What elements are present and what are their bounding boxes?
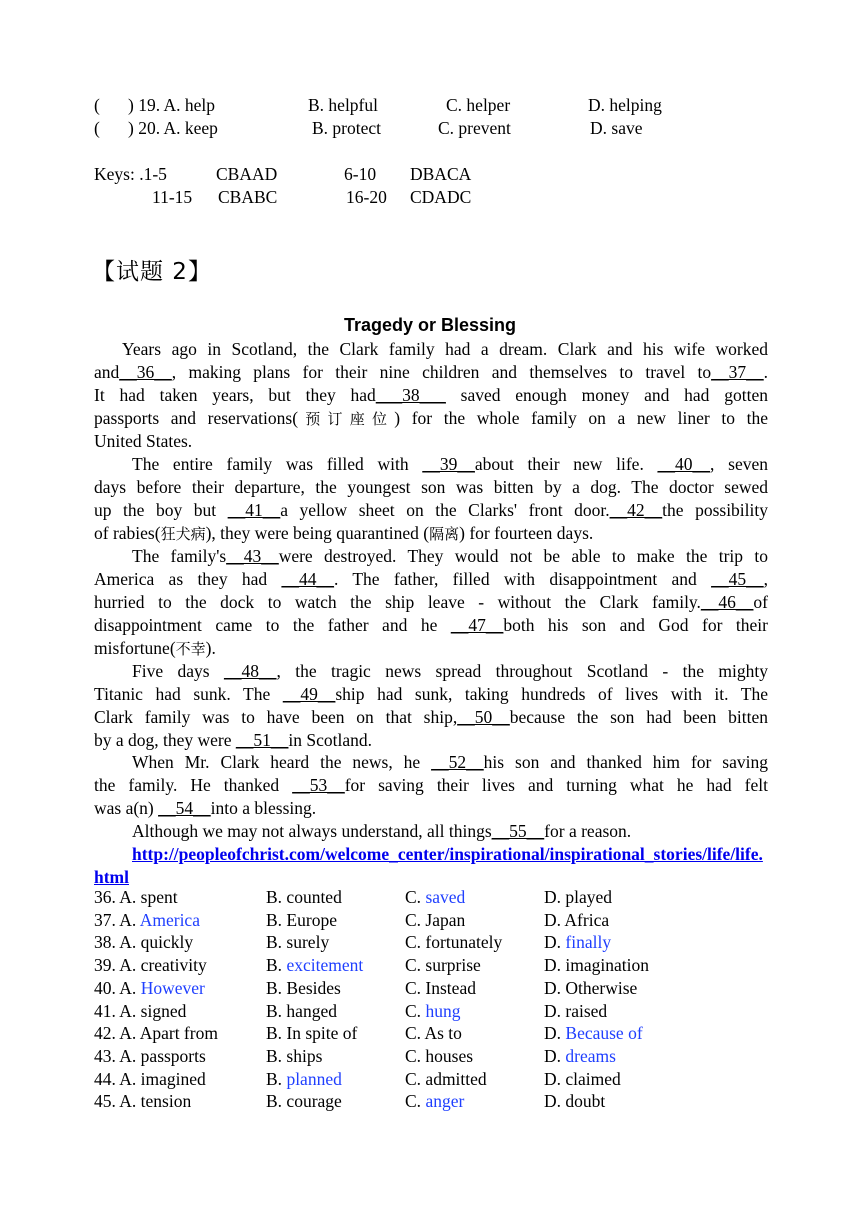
option-row — [94, 1000, 774, 1023]
article-title: Tragedy or Blessing — [343, 315, 517, 335]
option-c: C. saved — [405, 887, 466, 907]
paragraph-2-line-3: up the boy but __41__a yellow sheet on the Clarks' front door.__42__the possibility — [94, 500, 769, 520]
option-b: B. courage — [266, 1091, 342, 1112]
answer-word: finally — [565, 932, 612, 953]
answer-word: However — [140, 977, 205, 998]
option-d: D. dreams — [544, 1045, 616, 1066]
option-c: C. houses — [405, 1045, 474, 1066]
option-b: B. counted — [266, 887, 342, 907]
answer-keys-row-1: Keys: .1-5 CBAAD 6-10 DBACA — [94, 164, 472, 184]
option-c: C. Japan — [405, 909, 466, 930]
option-a: 43. A. passports — [94, 1045, 206, 1066]
paragraph-3-line-1: The family's__43__were destroyed. They would not be able to make the trip to — [132, 546, 768, 566]
option-a: 41. A. signed — [94, 1000, 187, 1021]
option-c: C. hung — [405, 1000, 461, 1021]
option-d: D. doubt — [544, 1091, 606, 1112]
paragraph-4-line-4: by a dog, they were __51__in Scotland. — [94, 730, 373, 750]
paragraph-1-line-2: and__36__, making plans for their nine children and themselves to travel to__37__. — [94, 362, 768, 382]
question-19-row: ( ) 19. A. help B. helpful C. helper D. helping — [94, 95, 662, 115]
option-a: 36. A. spent — [94, 887, 178, 907]
option-row — [94, 1045, 774, 1068]
option-c: C. fortunately — [405, 932, 503, 953]
question-20-row: ( ) 20. A. keep B. protect C. prevent D. save — [94, 118, 643, 138]
option-row — [94, 909, 774, 932]
option-a: 37. A. America — [94, 909, 200, 930]
option-row — [94, 1068, 774, 1091]
option-row — [94, 977, 774, 1000]
option-c: C. admitted — [405, 1068, 487, 1089]
option-b: B. planned — [266, 1068, 342, 1089]
paragraph-5-line-2: the family. He thanked __53__for saving their lives and turning what he had felt — [94, 775, 769, 795]
option-row — [94, 1090, 774, 1113]
option-c: C. surprise — [405, 955, 481, 976]
paragraph-2-line-2: days before their departure, the youngest son was bitten by a dog. The doctor sewed — [94, 477, 768, 497]
paragraph-4-line-3: Clark family was to have been on that ship,__50__because the son had been bitten — [94, 707, 768, 727]
answer-word: saved — [425, 887, 466, 907]
option-c: C. As to — [405, 1023, 462, 1044]
paragraph-1-line-4: passports and reservations(预订座位) for the whole family on a new liner to the — [94, 408, 768, 428]
answer-word: excitement — [286, 955, 364, 976]
answer-word: Because of — [565, 1023, 643, 1044]
option-d: D. Otherwise — [544, 977, 638, 998]
option-d: D. claimed — [544, 1068, 621, 1089]
option-d: D. imagination — [544, 955, 649, 976]
paragraph-2-line-1: The entire family was filled with __39__about their new life. __40__, seven — [132, 454, 768, 474]
option-row — [94, 886, 774, 909]
option-d: D. raised — [544, 1000, 608, 1021]
option-b: B. surely — [266, 932, 330, 953]
option-a: 45. A. tension — [94, 1091, 192, 1112]
option-b: B. ships — [266, 1045, 323, 1066]
option-b: B. hanged — [266, 1000, 337, 1021]
option-b: B. excitement — [266, 955, 364, 976]
option-b: B. In spite of — [266, 1023, 358, 1044]
paragraph-3-line-2: America as they had __44__. The father, filled with disappointment and __45__, — [94, 569, 768, 589]
paragraph-1-line-1: Years ago in Scotland, the Clark family had a dream. Clark and his wife worked — [122, 339, 768, 359]
option-d: D. Africa — [544, 909, 610, 930]
paragraph-5-line-3: was a(n) __54__into a blessing. — [94, 798, 317, 818]
answer-word: anger — [425, 1091, 465, 1112]
answer-word: dreams — [565, 1045, 616, 1066]
paragraph-1-line-5: United States. — [94, 431, 193, 451]
option-row — [94, 954, 774, 977]
option-a: 39. A. creativity — [94, 955, 207, 976]
option-a: 44. A. imagined — [94, 1068, 206, 1089]
paragraph-2-line-4: of rabies(狂犬病), they were being quarantined (隔离) for fourteen days. — [94, 523, 594, 543]
paragraph-6: Although we may not always understand, all things__55__for a reason. — [132, 821, 632, 841]
paragraph-3-line-5: misfortune(不幸). — [94, 638, 216, 658]
source-link[interactable]: http://peopleofchrist.com/welcome_center/inspirational/inspirational_stories/life/life.html — [94, 844, 763, 887]
answer-word: America — [139, 909, 200, 930]
paragraph-1-line-3: It had taken years, but they had___38___ saved enough money and had gotten — [94, 385, 768, 405]
option-a: 42. A. Apart from — [94, 1023, 218, 1044]
option-a: 40. A. However — [94, 977, 205, 998]
option-a: 38. A. quickly — [94, 932, 194, 953]
option-d: D. played — [544, 887, 613, 907]
paragraph-3-line-4: disappointment came to the father and he __47__both his son and God for their — [94, 615, 768, 635]
option-d: D. Because of — [544, 1023, 643, 1044]
option-b: B. Europe — [266, 909, 337, 930]
option-row — [94, 931, 774, 954]
option-b: B. Besides — [266, 977, 341, 998]
option-d: D. finally — [544, 932, 612, 953]
paragraph-4-line-2: Titanic had sunk. The __49__ship had sunk, taking hundreds of lives with it. The — [94, 684, 768, 704]
answer-word: planned — [286, 1068, 342, 1089]
option-c: C. Instead — [405, 977, 476, 998]
paragraph-3-line-3: hurried to the dock to watch the ship leave - without the Clark family.__46__of — [94, 592, 768, 612]
paragraph-4-line-1: Five days __48__, the tragic news spread throughout Scotland - the mighty — [132, 661, 768, 681]
option-c: C. anger — [405, 1091, 465, 1112]
answer-word: hung — [425, 1000, 461, 1021]
section-title: 【试题 2】 — [92, 259, 212, 285]
option-row — [94, 1022, 774, 1045]
paragraph-5-line-1: When Mr. Clark heard the news, he __52__his son and thanked him for saving — [132, 752, 768, 772]
